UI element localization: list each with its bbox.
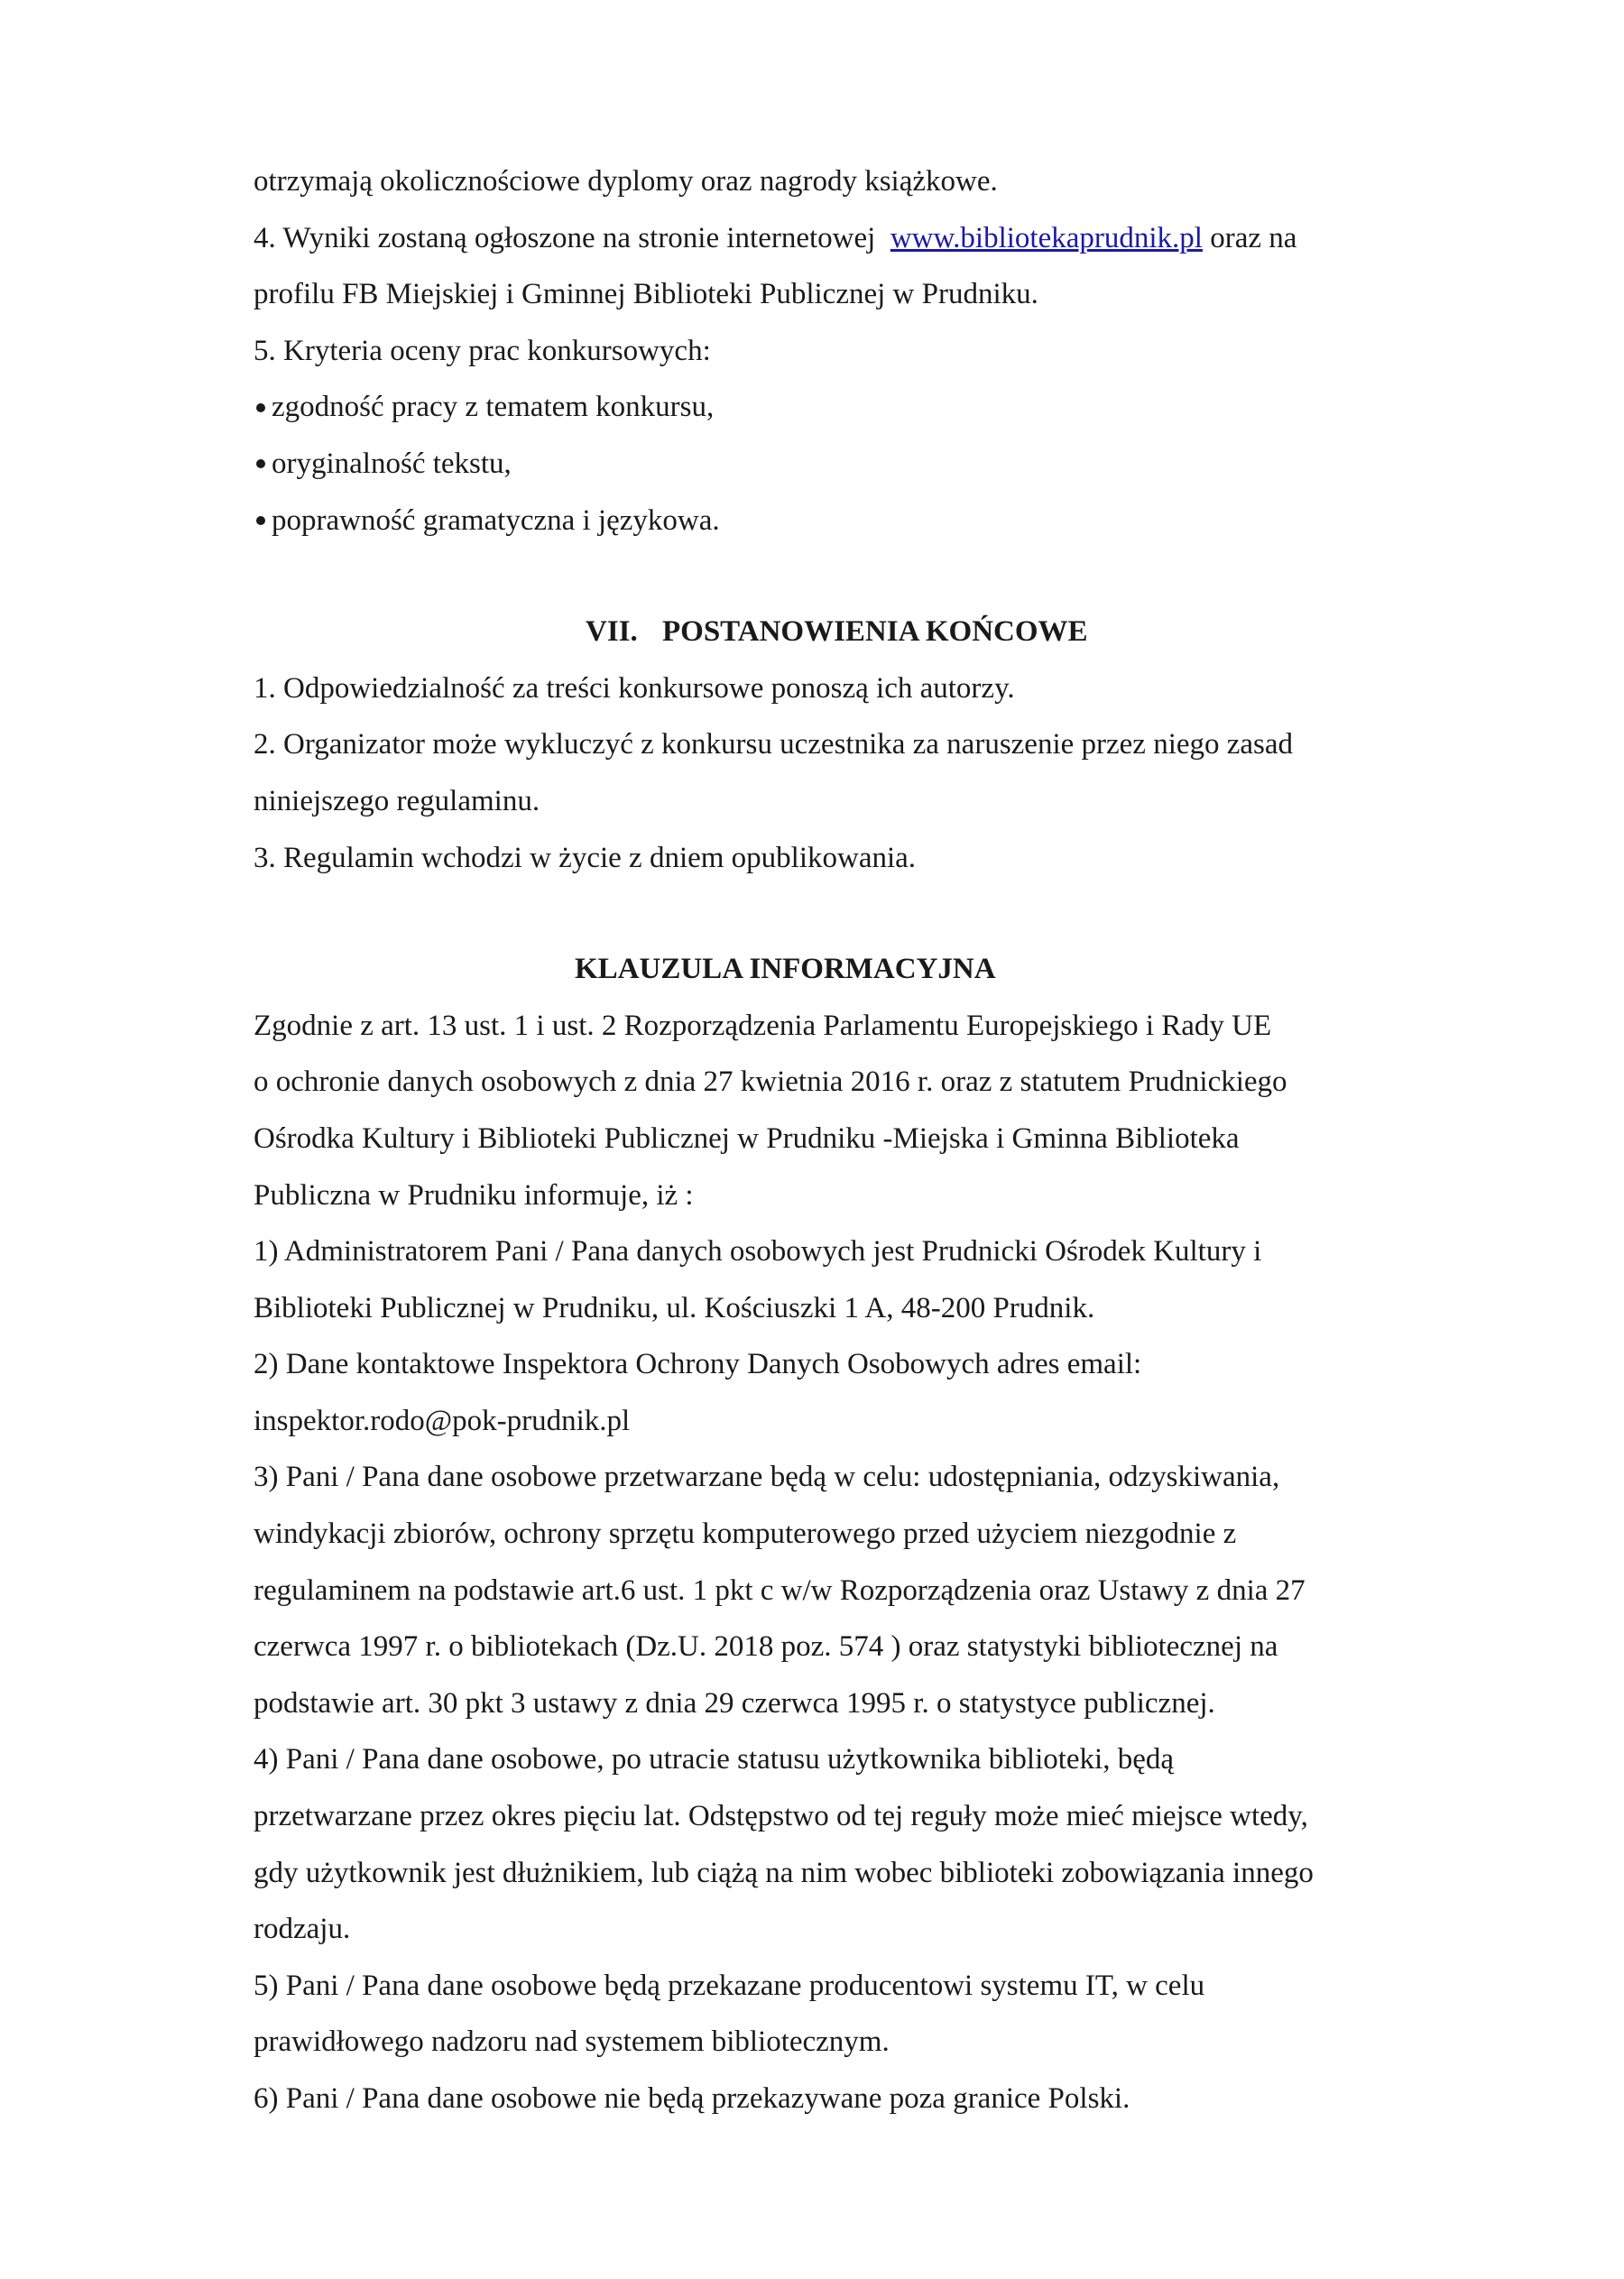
library-website-link[interactable]: www.bibliotekaprudnik.pl	[890, 221, 1203, 254]
item4-text-after: oraz na	[1202, 221, 1297, 254]
criteria-bullet-text: poprawność gramatyczna i językowa.	[272, 503, 720, 537]
bullet-icon	[256, 459, 265, 468]
klauzula-line: Publiczna w Prudniku informuje, iż :	[254, 1178, 694, 1212]
klauzula-heading: KLAUZULA INFORMACYJNA	[575, 953, 996, 986]
klauzula-line: 4) Pani / Pana dane osobowe, po utracie statusu użytkownika biblioteki, będą	[254, 1743, 1175, 1776]
klauzula-line: przetwarzane przez okres pięciu lat. Odstępstwo od tej reguły może mieć miejsce wtedy,	[254, 1800, 1308, 1833]
klauzula-line: regulaminem na podstawie art.6 ust. 1 pkt c w/w Rozporządzenia oraz Ustawy z dnia 27	[254, 1573, 1306, 1607]
klauzula-line: o ochronie danych osobowych z dnia 27 kwietnia 2016 r. oraz z statutem Prudnickiego	[254, 1066, 1287, 1099]
criteria-bullet-item	[254, 379, 1444, 436]
klauzula-line: rodzaju.	[254, 1913, 351, 1946]
criteria-bullet-text: zgodność pracy z tematem konkursu,	[272, 391, 715, 424]
section-spacer	[254, 549, 1444, 604]
bullet-icon	[256, 403, 265, 412]
item4-text-before: 4. Wyniki zostaną ogłoszone na stronie internetowej	[254, 221, 890, 254]
klauzula-line: gdy użytkownik jest dłużnikiem, lub ciążą na nim wobec biblioteki zobowiązania innego	[254, 1856, 1314, 1889]
document-page	[254, 153, 1444, 2127]
criteria-bullet-item	[254, 436, 1444, 493]
intro-line: otrzymają okolicznościowe dyplomy oraz nagrody książkowe.	[254, 165, 998, 198]
klauzula-line: 5) Pani / Pana dane osobowe będą przekazane producentowi systemu IT, w celu	[254, 1969, 1205, 2002]
section-vii-line: 3. Regulamin wchodzi w życie z dniem opublikowania.	[254, 841, 917, 874]
criteria-bullet-text: oryginalność tekstu,	[272, 447, 512, 480]
item5-heading: 5. Kryteria oceny prac konkursowych:	[254, 334, 711, 367]
klauzula-line: czerwca 1997 r. o bibliotekach (Dz.U. 2018 poz. 574 ) oraz statystyki bibliotecznej na	[254, 1630, 1278, 1664]
klauzula-line: podstawie art. 30 pkt 3 ustawy z dnia 29 czerwca 1995 r. o statystyce publicznej.	[254, 1686, 1215, 1720]
klauzula-line: Biblioteki Publicznej w Prudniku, ul. Kościuszki 1 A, 48-200 Prudnik.	[254, 1291, 1095, 1324]
section-vii-line: 2. Organizator może wykluczyć z konkursu uczestnika za naruszenie przez niego zasad	[254, 728, 1294, 761]
section-vii-line: 1. Odpowiedzialność za treści konkursowe ponoszą ich autorzy.	[254, 671, 1015, 705]
klauzula-line: Ośrodka Kultury i Biblioteki Publicznej w Prudniku -Miejska i Gminna Biblioteka	[254, 1121, 1240, 1155]
klauzula-line: Zgodnie z art. 13 ust. 1 i ust. 2 Rozporządzenia Parlamentu Europejskiego i Rady UE	[254, 1009, 1272, 1042]
klauzula-line: 1) Administratorem Pani / Pana danych osobowych jest Prudnicki Ośrodek Kultury i	[254, 1235, 1262, 1269]
section-vii-heading	[254, 604, 1444, 660]
item4-line1	[254, 210, 1444, 267]
bullet-icon	[256, 516, 265, 525]
section-vii-title: POSTANOWIENIA KOŃCOWE	[662, 615, 1088, 649]
klauzula-line: 2) Dane kontaktowe Inspektora Ochrony Danych Osobowych adres email:	[254, 1348, 1142, 1381]
section-vii-number: VII.	[586, 615, 638, 649]
klauzula-line: 3) Pani / Pana dane osobowe przetwarzane będą w celu: udostępniania, odzyskiwania,	[254, 1461, 1280, 1494]
item4-line2: profilu FB Miejskiej i Gminnej Biblioteki Publicznej w Prudniku.	[254, 278, 1038, 311]
section-spacer	[254, 886, 1444, 941]
klauzula-line: 6) Pani / Pana dane osobowe nie będą przekazywane poza granice Polski.	[254, 2082, 1130, 2115]
section-vii-line: niniejszego regulaminu.	[254, 784, 540, 817]
klauzula-line: prawidłowego nadzoru nad systemem bibliotecznym.	[254, 2025, 890, 2059]
klauzula-email: inspektor.rodo@pok-prudnik.pl	[254, 1404, 631, 1437]
klauzula-line: windykacji zbiorów, ochrony sprzętu komputerowego przed użyciem niezgodnie z	[254, 1518, 1237, 1551]
criteria-bullet-item	[254, 493, 1444, 549]
